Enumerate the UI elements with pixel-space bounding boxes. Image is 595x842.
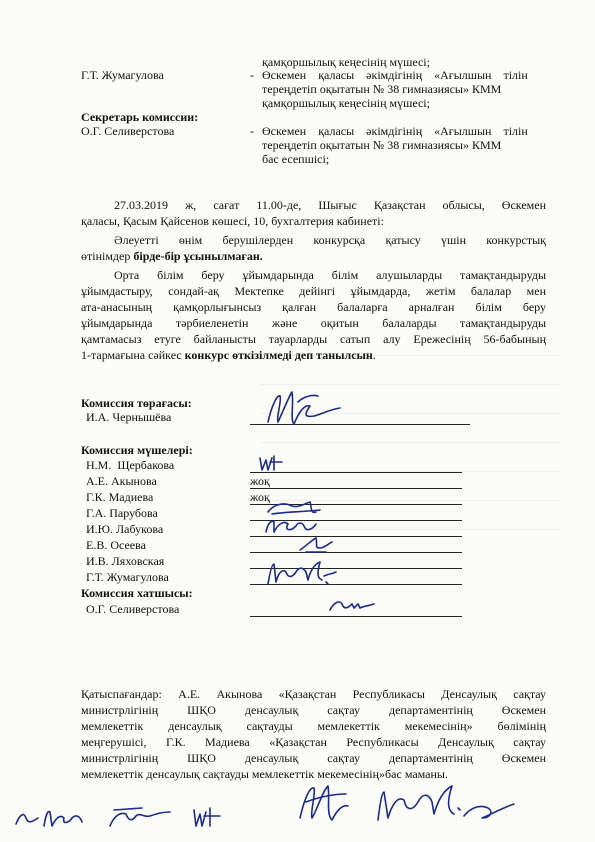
chair-signature-image [258,384,348,434]
paragraph-decision-line4: ұйымдарында тәрбиеленетін және оқитын балаларды тамақтандыруды [81,316,546,330]
chair-heading: Комиссия төрағасы: [81,396,192,410]
chair-name: И.А. Чернышёва [86,410,172,424]
member-3-absent-note: жоқ [250,490,270,504]
bottom-initials-signatures-left [10,800,240,836]
member-4-name: Г.А. Парубова [86,506,158,520]
paragraph-decision-line5: қамтамасыз етуге байланысты тауарларды сатып алу Ережесінің 56-бабының [81,332,546,346]
paragraph-applications-line1: Әлеуетті өнім берушілерден конкурсқа қатысу үшін конкурстық [114,233,546,247]
paragraph-decision-line3: ата-анасының қамқорлығынсыз қалған балаларға арналған білім беру [81,300,546,314]
members-heading: Комиссия мүшелері: [81,443,193,457]
paragraph-date-place-line2: қаласы, Қасым Қайсенов көшесі, 10, бухгалтерия кабинеті: [81,214,384,228]
footer-line3: мемлекеттік денсаулық сақтауды мемлекеттік мекемесінің» бөлімінің [81,719,546,733]
member-3-name: Г.К. Мадиева [86,490,154,504]
secretary-signature-line [250,616,462,617]
member-description-line3: қамқоршылық кеңесінің мүшесі; [262,96,430,110]
member-1-signature-image [256,452,286,474]
secretary-dash: - [250,124,254,138]
decision-period: . [372,348,376,362]
footer-line2: министрлігінің ШҚО денсаулық сақтау департаментінің Өскемен [81,703,546,717]
member-1-name: Н.М. Щербакова [86,458,175,472]
decision-text: 1-тармағына сәйкес [81,348,185,362]
applications-text: өтінімдер [81,249,134,263]
member-5-name: И.Ю. Лабукова [86,522,164,536]
secretary-description-line1: Өскемен қаласы әкімдігінің «Ағылшын тілін [262,124,528,138]
paragraph-date-place-line1: 27.03.2019 ж, сағат 11.00-де, Шығыс Қазақстан облысы, Өскемен [114,198,546,212]
paragraph-decision-line1: Орта білім беру ұйымдарында білім алушыларды тамақтандыруды [114,268,546,282]
member-7-name: И.В. Ляховская [86,554,165,568]
secretary-heading: Секретарь комиссии: [81,110,199,124]
member-8-name: Г.Т. Жумагулова [86,570,169,584]
secretary-signature-image [326,596,376,616]
secretary-description-line3: бас есепшісі; [262,152,330,166]
member-description-line2: тереңдетіп оқытатын № 38 гимназиясы» КММ [262,82,502,96]
secretary-name: О.Г. Селиверстова [81,124,175,138]
footer-line1: Қатыспағандар: А.Е. Акынова «Қазақстан Республикасы Денсаулық сақтау [81,687,546,701]
member-2-signature-line [250,488,462,489]
member-2-name: А.Е. Акынова [86,474,157,488]
paragraph-applications-line2 [81,249,263,264]
top-continuation-line: қамқоршылық кеңесінің мүшесі; [262,55,430,69]
secretary-description-line2: тереңдетіп оқытатын № 38 гимназиясы» КММ [262,138,502,152]
member-6-signature-line [250,552,462,553]
footer-line6: мемлекеттік денсаулық сақтауды мемлекеттік мекемесінің»бас маманы. [81,767,448,781]
member-dash: - [250,68,254,82]
member-8-signature-image [262,558,342,590]
footer-line4: меңгерушісі, Г.К. Мадиева «Қазақстан Республикасы Денсаулық сақтау [81,735,546,749]
member-name-zhumagulova: Г.Т. Жумагулова [81,68,164,82]
member-2-absent-note: жоқ [250,474,270,488]
decision-result: конкурс өткізілмеді деп танылсын [184,348,373,362]
member-6-signature-image [296,534,336,556]
paragraph-decision-line6 [81,348,376,363]
secretary-signature-heading: Комиссия хатшысы: [81,586,193,600]
member-description-line1: Өскемен қаласы әкімдігінің «Ағылшын тілін [262,68,528,82]
footer-line5: министрлігінің ШҚО денсаулық сақтау департаментінің Өскемен [81,751,546,765]
paragraph-decision-line2: ұйымдастыру, сондай-ақ Мектепке дейінгі ұйымдарда, жетім балалар мен [81,284,546,298]
secretary-signature-name: О.Г. Селиверстова [86,602,180,616]
applications-result: бірде-бір ұсынылмаған. [133,249,263,263]
member-6-name: Е.В. Осеева [86,538,146,552]
bottom-initials-signatures-right [292,774,522,830]
